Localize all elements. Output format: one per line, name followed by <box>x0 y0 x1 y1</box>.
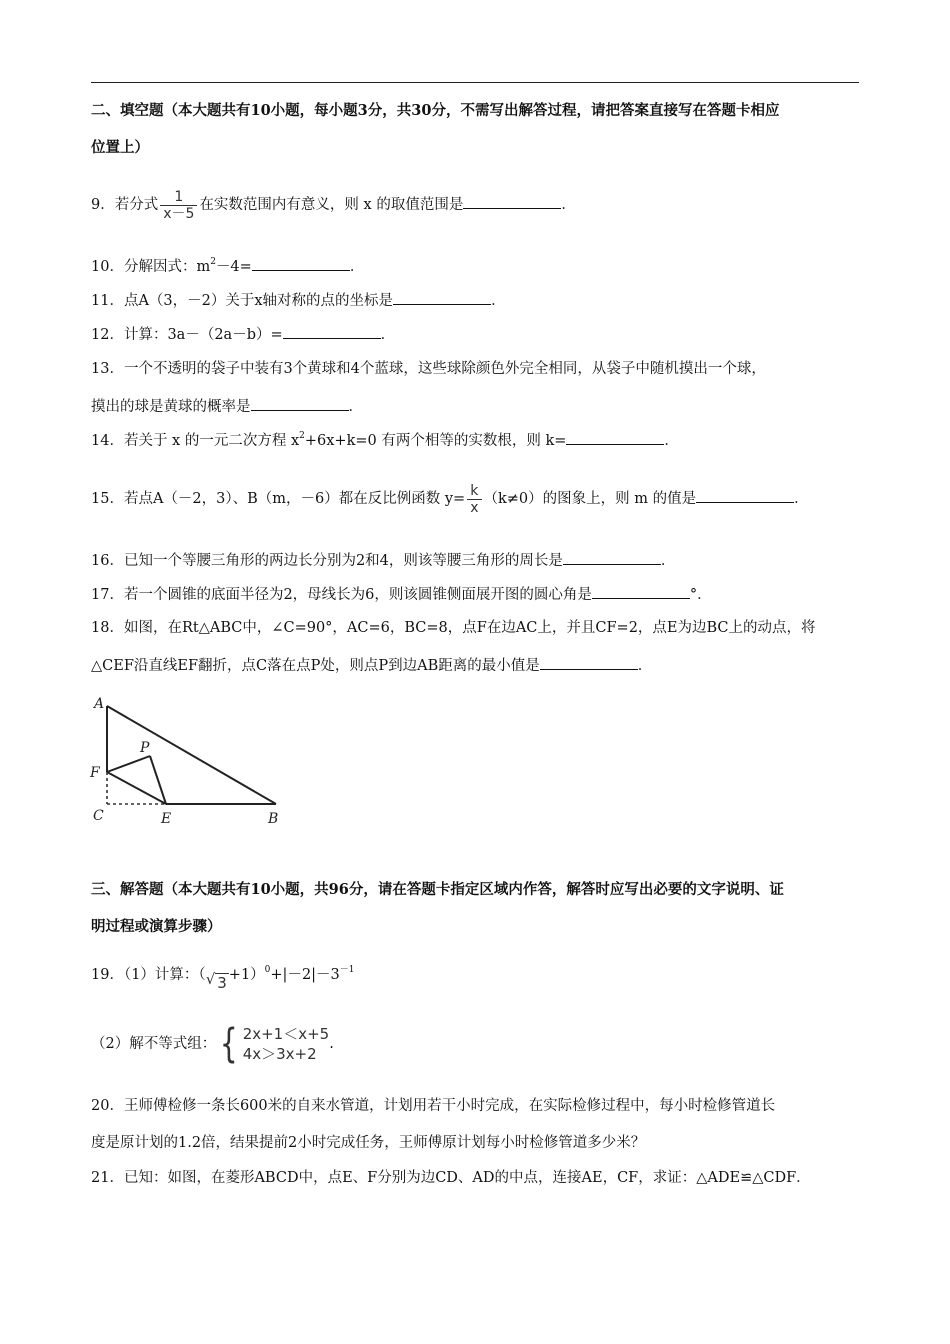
question-14: 14．若关于 x 的一元二次方程 $x^2+6x+k=0$ 有两个相等的实数根，则 k= ． <box>91 431 679 449</box>
section2-title-cont: 位置上） <box>91 139 149 156</box>
question-12: 12．计算：3a－（2a－b）= ． <box>91 324 395 345</box>
question-19-part1: 19．（1）计算：（ √ 3 $+1)^0+|-2|-3^{-1}$ <box>91 965 355 992</box>
question-18-cont: △CEF沿直线EF翻折，点C落在点P处，则点P到边AB距离的最小值是 ． <box>91 655 652 676</box>
question-16: 16．已知一个等腰三角形的两边长分别为2和4，则该等腰三角形的周长是 ． <box>91 550 675 571</box>
label-c: C <box>93 808 104 824</box>
triangle-figure <box>90 694 290 826</box>
sqrt: √ 3 <box>205 970 227 992</box>
question-20-cont: 度是原计划的1.2倍，结果提前2小时完成任务，王师傅原计划每小时检修管道多少米？ <box>91 1135 646 1151</box>
label-a: A <box>94 696 105 712</box>
question-10: 10．分解因式：$m^2-4=$ ． <box>91 257 365 275</box>
label-b: B <box>268 811 279 826</box>
section3-title-cont: 明过程或演算步骤） <box>91 918 222 935</box>
inequality-system: { 2x+1＜x+5 4x＞3x+2 <box>220 1021 330 1067</box>
question-18: 18．如图，在Rt△ABC中，∠C=90°，AC=6，BC=8，点F在边AC上，并且CF=2，点E为边BC上的动点，将 <box>91 620 816 636</box>
question-9: 9．若分式 $\frac{1}{x-5}$ 在实数范围内有意义，则 x 的取值范围是 ． <box>91 188 576 222</box>
question-11: 11．点A（3，－2）关于x轴对称的点的坐标是 ． <box>91 290 506 311</box>
answer-blank[interactable] <box>696 488 794 503</box>
answer-blank[interactable] <box>592 584 690 599</box>
answer-blank[interactable] <box>566 430 664 445</box>
answer-blank[interactable] <box>283 324 381 339</box>
segment-fp <box>107 756 150 772</box>
question-20: 20．王师傅检修一条长600米的自来水管道，计划用若干小时完成，在实际检修过程中，每小时检修管道长 <box>91 1098 776 1114</box>
section2-title: 二、填空题（本大题共有10小题，每小题3分，共30分，不需写出解答过程，请把答案直接写在答题卡相应 <box>91 102 780 119</box>
question-13: 13．一个不透明的袋子中装有3个黄球和4个蓝球，这些球除颜色外完全相同，从袋子中随机摸出一个球， <box>91 361 766 377</box>
answer-blank[interactable] <box>463 194 561 209</box>
question-15: 15．若点A（－2，3）、B（m，－6）都在反比例函数 y= $\frac{k}{x}$ （k≠0）的图象上，则 m 的值是 ． <box>91 482 809 516</box>
label-e: E <box>161 811 172 826</box>
question-21: 21．已知：如图，在菱形ABCD中，点E、F分别为边CD、AD的中点，连接AE，CF，求证：△ADE≌△CDF． <box>91 1170 811 1186</box>
answer-blank[interactable] <box>251 396 349 411</box>
top-rule <box>91 82 859 83</box>
question-19-part2: （2）解不等式组： { 2x+1＜x+5 4x＞3x+2 . <box>91 1021 334 1067</box>
label-p: P <box>140 740 150 756</box>
answer-blank[interactable] <box>252 256 350 271</box>
hypotenuse-ab <box>107 706 276 804</box>
question-17: 17．若一个圆锥的底面半径为2，母线长为6，则该圆锥侧面展开图的圆心角是 °． <box>91 584 712 605</box>
answer-blank[interactable] <box>393 290 491 305</box>
question-13-cont: 摸出的球是黄球的概率是 ． <box>91 396 363 417</box>
fraction: $\frac{1}{x-5}$ <box>160 189 197 222</box>
label-f: F <box>90 765 100 781</box>
section3-title: 三、解答题（本大题共有10小题，共96分，请在答题卡指定区域内作答，解答时应写出必要的文字说明、证 <box>91 881 784 898</box>
answer-blank[interactable] <box>563 550 661 565</box>
answer-blank[interactable] <box>540 655 638 670</box>
fraction: $\frac{k}{x}$ <box>467 483 481 516</box>
